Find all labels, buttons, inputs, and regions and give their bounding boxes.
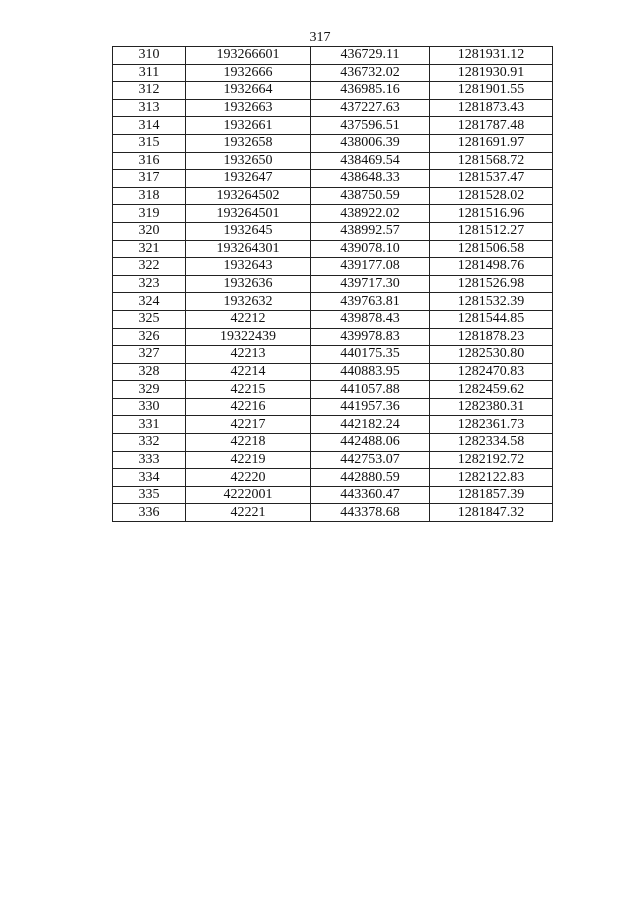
point-id-cell: 1932650 (186, 152, 311, 170)
point-number-cell: 321 (113, 240, 186, 258)
point-id-cell: 42216 (186, 398, 311, 416)
point-number-cell: 334 (113, 469, 186, 487)
table-row (113, 99, 553, 117)
table-row (113, 434, 553, 452)
point-id-cell: 1932658 (186, 134, 311, 152)
point-number-cell: 311 (113, 64, 186, 82)
y-coordinate-cell: 1281901.55 (430, 82, 553, 100)
coordinates-table (112, 46, 553, 522)
y-coordinate-cell: 1282361.73 (430, 416, 553, 434)
table-row (113, 82, 553, 100)
x-coordinate-cell: 439763.81 (311, 293, 430, 311)
point-number-cell: 332 (113, 434, 186, 452)
point-number-cell: 327 (113, 346, 186, 364)
x-coordinate-cell: 442753.07 (311, 451, 430, 469)
point-number-cell: 333 (113, 451, 186, 469)
table-row (113, 416, 553, 434)
point-id-cell: 19322439 (186, 328, 311, 346)
point-id-cell: 42217 (186, 416, 311, 434)
y-coordinate-cell: 1281873.43 (430, 99, 553, 117)
point-id-cell: 42215 (186, 381, 311, 399)
x-coordinate-cell: 439177.08 (311, 258, 430, 276)
x-coordinate-cell: 438469.54 (311, 152, 430, 170)
y-coordinate-cell: 1281568.72 (430, 152, 553, 170)
x-coordinate-cell: 441057.88 (311, 381, 430, 399)
table-row (113, 152, 553, 170)
point-id-cell: 1932632 (186, 293, 311, 311)
point-id-cell: 1932666 (186, 64, 311, 82)
x-coordinate-cell: 438648.33 (311, 170, 430, 188)
point-number-cell: 325 (113, 310, 186, 328)
table-row (113, 398, 553, 416)
x-coordinate-cell: 436985.16 (311, 82, 430, 100)
x-coordinate-cell: 438750.59 (311, 187, 430, 205)
y-coordinate-cell: 1282530.80 (430, 346, 553, 364)
x-coordinate-cell: 439878.43 (311, 310, 430, 328)
x-coordinate-cell: 441957.36 (311, 398, 430, 416)
table-row (113, 222, 553, 240)
point-id-cell: 1932647 (186, 170, 311, 188)
y-coordinate-cell: 1282459.62 (430, 381, 553, 399)
x-coordinate-cell: 438922.02 (311, 205, 430, 223)
point-id-cell: 42219 (186, 451, 311, 469)
x-coordinate-cell: 442488.06 (311, 434, 430, 452)
y-coordinate-cell: 1281528.02 (430, 187, 553, 205)
table-row (113, 381, 553, 399)
point-number-cell: 310 (113, 47, 186, 65)
y-coordinate-cell: 1281526.98 (430, 275, 553, 293)
point-id-cell: 193264502 (186, 187, 311, 205)
y-coordinate-cell: 1281857.39 (430, 486, 553, 504)
point-number-cell: 331 (113, 416, 186, 434)
table-row (113, 363, 553, 381)
x-coordinate-cell: 440883.95 (311, 363, 430, 381)
table-row (113, 275, 553, 293)
point-number-cell: 336 (113, 504, 186, 522)
y-coordinate-cell: 1281506.58 (430, 240, 553, 258)
point-id-cell: 1932636 (186, 275, 311, 293)
x-coordinate-cell: 437227.63 (311, 99, 430, 117)
y-coordinate-cell: 1281537.47 (430, 170, 553, 188)
point-number-cell: 335 (113, 486, 186, 504)
table-row (113, 187, 553, 205)
point-number-cell: 312 (113, 82, 186, 100)
point-id-cell: 42220 (186, 469, 311, 487)
coordinates-table-body (113, 47, 553, 522)
point-id-cell: 1932664 (186, 82, 311, 100)
point-number-cell: 319 (113, 205, 186, 223)
y-coordinate-cell: 1282122.83 (430, 469, 553, 487)
point-id-cell: 1932663 (186, 99, 311, 117)
table-row (113, 258, 553, 276)
point-number-cell: 314 (113, 117, 186, 135)
point-id-cell: 42214 (186, 363, 311, 381)
x-coordinate-cell: 437596.51 (311, 117, 430, 135)
y-coordinate-cell: 1281532.39 (430, 293, 553, 311)
table-row (113, 310, 553, 328)
x-coordinate-cell: 442182.24 (311, 416, 430, 434)
x-coordinate-cell: 439078.10 (311, 240, 430, 258)
y-coordinate-cell: 1281691.97 (430, 134, 553, 152)
y-coordinate-cell: 1281878.23 (430, 328, 553, 346)
point-id-cell: 42212 (186, 310, 311, 328)
x-coordinate-cell: 438006.39 (311, 134, 430, 152)
y-coordinate-cell: 1281512.27 (430, 222, 553, 240)
y-coordinate-cell: 1282380.31 (430, 398, 553, 416)
point-number-cell: 320 (113, 222, 186, 240)
point-number-cell: 329 (113, 381, 186, 399)
point-number-cell: 330 (113, 398, 186, 416)
point-number-cell: 323 (113, 275, 186, 293)
table-row (113, 134, 553, 152)
table-row (113, 504, 553, 522)
table-row (113, 170, 553, 188)
point-id-cell: 42221 (186, 504, 311, 522)
x-coordinate-cell: 439717.30 (311, 275, 430, 293)
point-id-cell: 193264501 (186, 205, 311, 223)
point-number-cell: 317 (113, 170, 186, 188)
point-id-cell: 1932645 (186, 222, 311, 240)
table-row (113, 451, 553, 469)
x-coordinate-cell: 440175.35 (311, 346, 430, 364)
x-coordinate-cell: 443360.47 (311, 486, 430, 504)
x-coordinate-cell: 439978.83 (311, 328, 430, 346)
point-number-cell: 322 (113, 258, 186, 276)
point-number-cell: 318 (113, 187, 186, 205)
y-coordinate-cell: 1281931.12 (430, 47, 553, 65)
y-coordinate-cell: 1281516.96 (430, 205, 553, 223)
table-row (113, 64, 553, 82)
table-row (113, 486, 553, 504)
table-row (113, 205, 553, 223)
y-coordinate-cell: 1282470.83 (430, 363, 553, 381)
point-id-cell: 4222001 (186, 486, 311, 504)
point-id-cell: 1932661 (186, 117, 311, 135)
table-row (113, 469, 553, 487)
point-number-cell: 316 (113, 152, 186, 170)
point-id-cell: 42213 (186, 346, 311, 364)
y-coordinate-cell: 1281930.91 (430, 64, 553, 82)
x-coordinate-cell: 436732.02 (311, 64, 430, 82)
table-row (113, 47, 553, 65)
point-id-cell: 42218 (186, 434, 311, 452)
page-number: 317 (309, 30, 331, 45)
x-coordinate-cell: 436729.11 (311, 47, 430, 65)
table-row (113, 346, 553, 364)
y-coordinate-cell: 1281498.76 (430, 258, 553, 276)
point-number-cell: 324 (113, 293, 186, 311)
point-number-cell: 315 (113, 134, 186, 152)
table-row (113, 240, 553, 258)
x-coordinate-cell: 443378.68 (311, 504, 430, 522)
point-number-cell: 313 (113, 99, 186, 117)
point-id-cell: 193266601 (186, 47, 311, 65)
table-row (113, 293, 553, 311)
y-coordinate-cell: 1281847.32 (430, 504, 553, 522)
y-coordinate-cell: 1281787.48 (430, 117, 553, 135)
point-id-cell: 1932643 (186, 258, 311, 276)
x-coordinate-cell: 442880.59 (311, 469, 430, 487)
table-row (113, 117, 553, 135)
point-number-cell: 328 (113, 363, 186, 381)
x-coordinate-cell: 438992.57 (311, 222, 430, 240)
point-id-cell: 193264301 (186, 240, 311, 258)
y-coordinate-cell: 1282334.58 (430, 434, 553, 452)
table-row (113, 328, 553, 346)
y-coordinate-cell: 1282192.72 (430, 451, 553, 469)
y-coordinate-cell: 1281544.85 (430, 310, 553, 328)
point-number-cell: 326 (113, 328, 186, 346)
